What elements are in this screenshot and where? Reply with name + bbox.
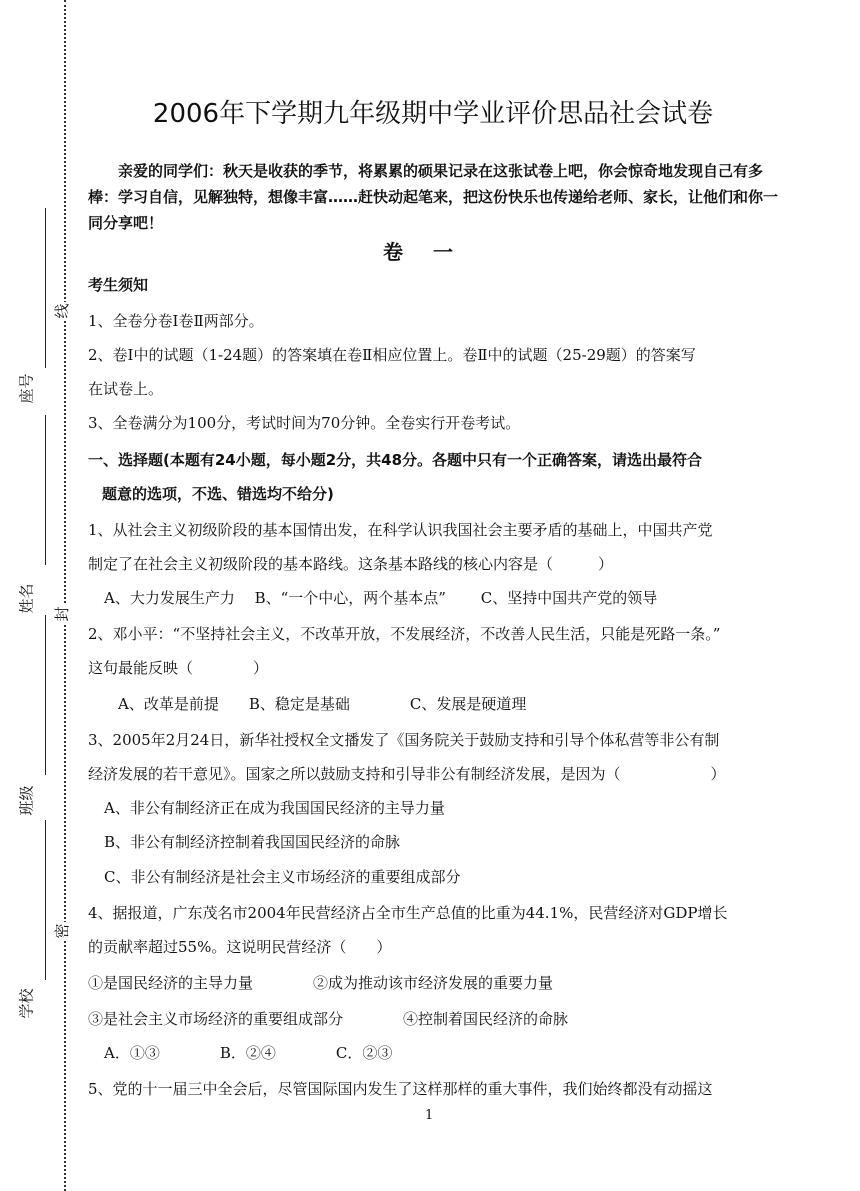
part-one-heading: 一、选择题(本题有24小题，每小题2分，共48分。各题中只有一个正确答案，请选出最符合	[88, 451, 703, 469]
question-3-option-a: A、非公有制经济正在成为我国国民经济的主导力量	[104, 799, 445, 817]
name-label: 姓名	[17, 583, 36, 614]
question-4-continued: 的贡献率超过55%。这说明民营经济（ ）	[88, 938, 392, 956]
class-label: 班级	[17, 785, 36, 816]
question-1-options: A、大力发展生产力 B、“一个中心，两个基本点” C、坚持中国共产党的领导	[104, 589, 658, 607]
question-5: 5、党的十一届三中全会后，尽管国际国内发生了这样那样的重大事件，我们始终都没有动摇这	[88, 1080, 713, 1098]
question-2: 2、邓小平：“不坚持社会主义，不改革开放，不发展经济，不改善人民生活，只能是死路一条。”	[88, 625, 721, 643]
binding-dotted-line	[64, 0, 66, 1191]
question-4-options: A．①③ B．②④ C．②③	[104, 1044, 393, 1062]
school-blank[interactable]	[45, 820, 46, 980]
page-number: 1	[425, 1108, 434, 1123]
seat-number-label: 座号	[17, 373, 36, 404]
question-1-continued: 制定了在社会主义初级阶段的基本路线。这条基本路线的核心内容是（ ）	[88, 555, 614, 573]
school-label: 学校	[17, 988, 36, 1019]
notice-item: 1、全卷分卷Ⅰ卷Ⅱ两部分。	[88, 312, 264, 330]
seat-number-blank[interactable]	[45, 208, 46, 368]
notice-item: 在试卷上。	[88, 380, 164, 398]
section-title: 卷一	[383, 240, 483, 264]
intro-paragraph: 亲爱的同学们：秋天是收获的季节，将累累的硕果记录在这张试卷上吧，你会惊奇地发现自己有多棒：学习自信，见解独特，想像丰富……赶快动起笔来，把这份快乐也传递给老师、家长，让他们和你一同分享吧！	[88, 162, 779, 232]
binding-mark-secret: 密	[53, 923, 71, 939]
name-blank[interactable]	[45, 415, 46, 565]
question-3-continued: 经济发展的若干意见》。国家之所以鼓励支持和引导非公有制经济发展，是因为（ ）	[88, 765, 726, 783]
question-4-items-1-2: ①是国民经济的主导力量 ②成为推动该市经济发展的重要力量	[88, 974, 554, 992]
part-one-heading-continued: 题意的选项，不选、错选均不给分)	[102, 485, 334, 503]
question-2-options: A、改革是前提 B、稳定是基础 C、发展是硬道理	[118, 695, 527, 713]
notice-heading: 考生须知	[88, 276, 149, 294]
notice-item: 3、全卷满分为100分，考试时间为70分钟。全卷实行开卷考试。	[88, 414, 521, 432]
page-title: 2006年下学期九年级期中学业评价思品社会试卷	[152, 99, 714, 129]
question-3-option-b: B、非公有制经济控制着我国国民经济的命脉	[104, 833, 401, 851]
notice-item: 2、卷Ⅰ中的试题（1-24题）的答案填在卷Ⅱ相应位置上。卷Ⅱ中的试题（25-29题）的答案写	[88, 346, 696, 364]
question-1: 1、从社会主义初级阶段的基本国情出发，在科学认识我国社会主要矛盾的基础上，中国共产党	[88, 521, 713, 539]
question-2-continued: 这句最能反映（ ）	[88, 659, 269, 677]
class-blank[interactable]	[45, 615, 46, 775]
binding-mark-seal: 封	[53, 606, 71, 622]
question-3-option-c: C、非公有制经济是社会主义市场经济的重要组成部分	[104, 868, 461, 886]
question-4-items-3-4: ③是社会主义市场经济的重要组成部分 ④控制着国民经济的命脉	[88, 1010, 569, 1028]
question-4: 4、据报道，广东茂名市2004年民营经济占全市生产总值的比重为44.1%，民营经济对GDP增长	[88, 904, 728, 922]
binding-mark-line: 线	[53, 303, 71, 319]
question-3: 3、2005年2月24日，新华社授权全文播发了《国务院关于鼓励支持和引导个体私营等非公有制	[88, 731, 720, 749]
